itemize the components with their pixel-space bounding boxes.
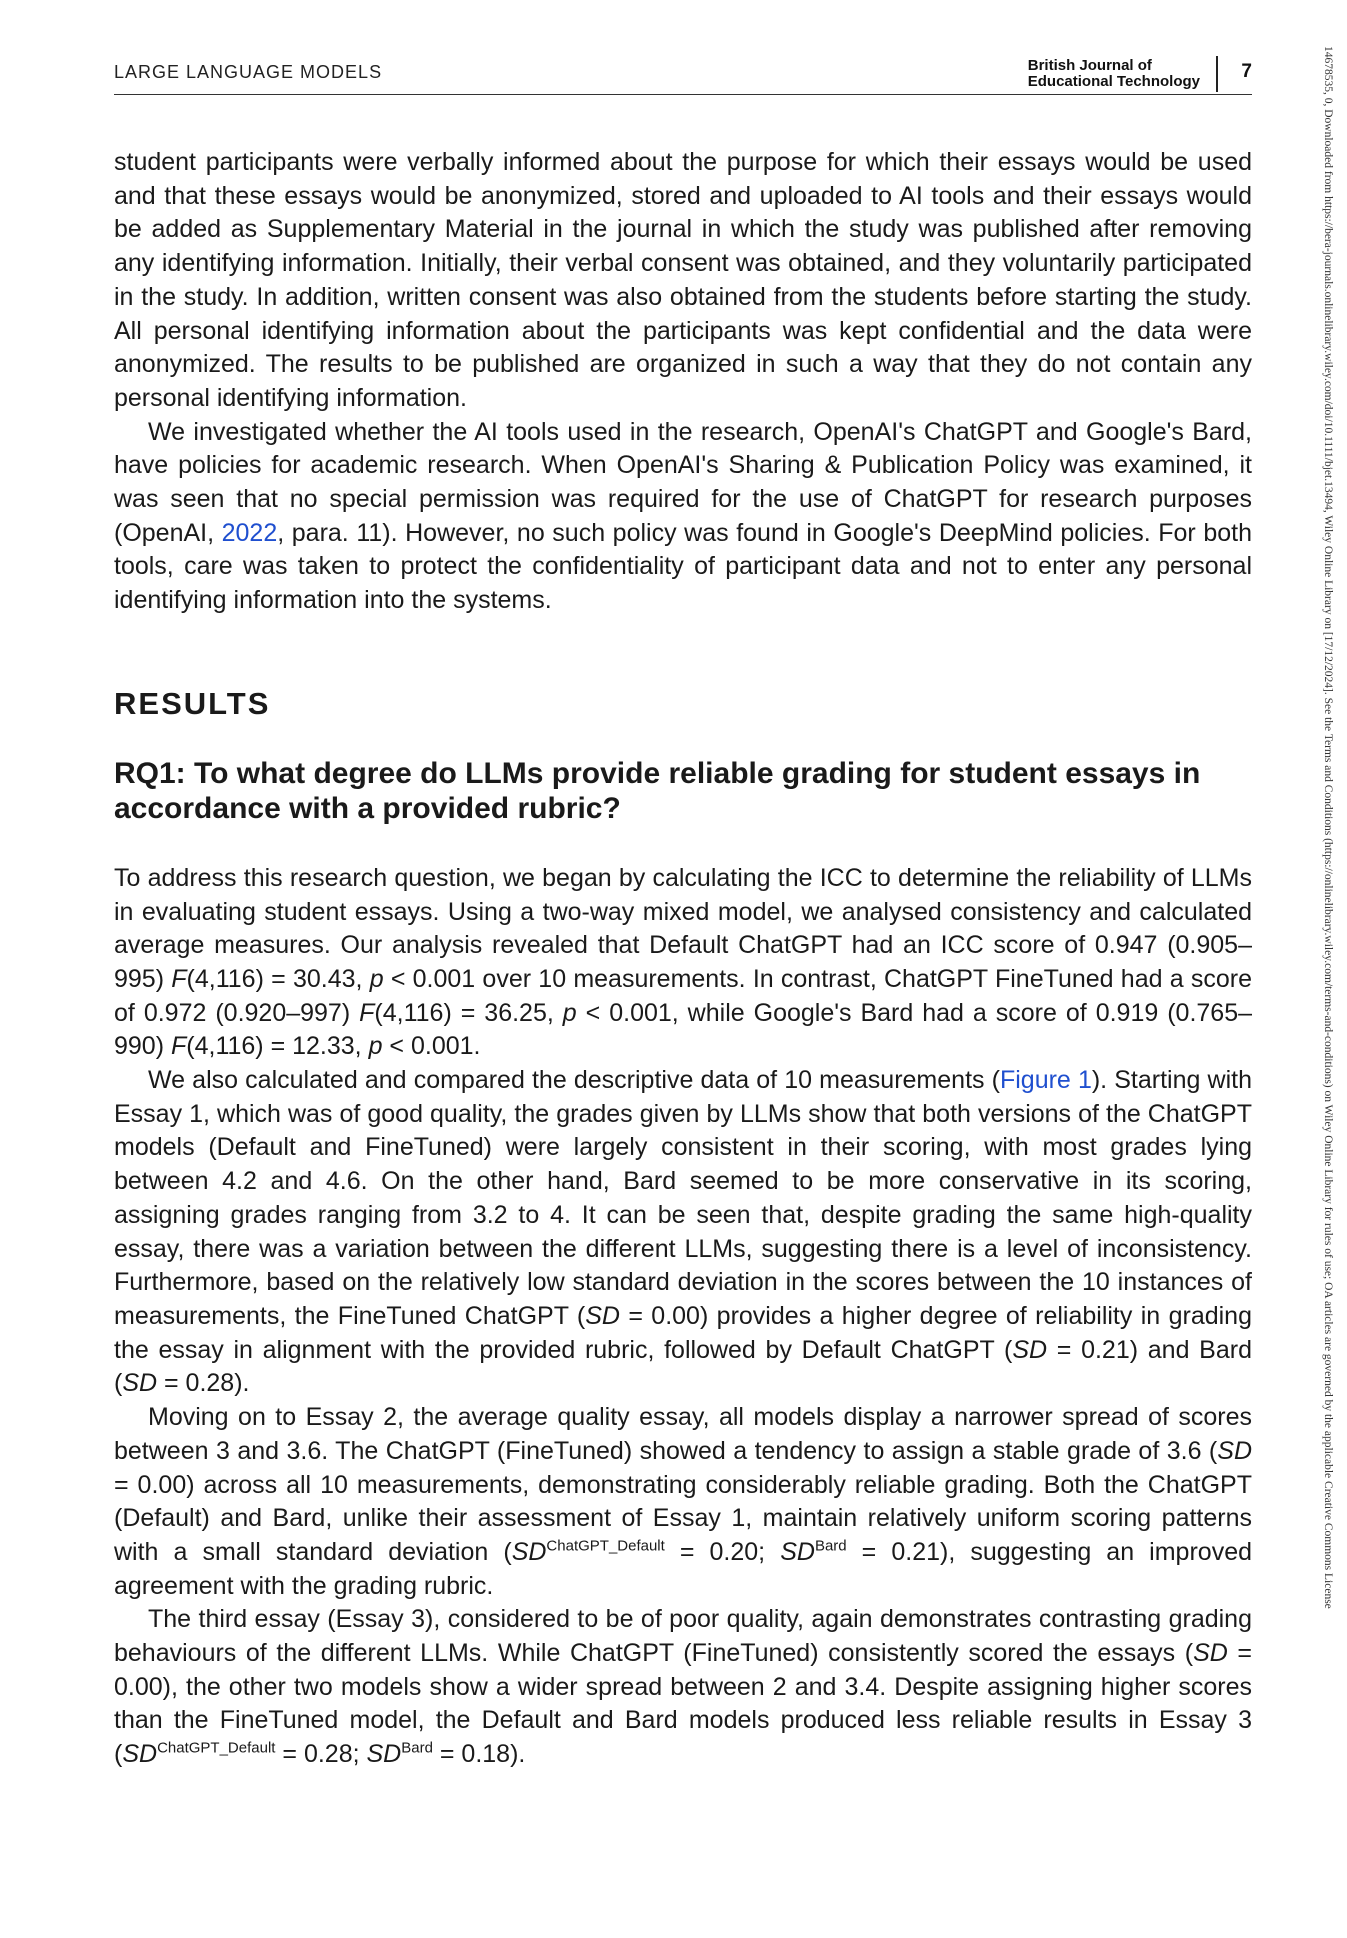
paragraph-essay3 <box>114 1603 1252 1772</box>
text-run: The third essay (Essay 3), considered to be of poor quality, again demonstrates contrasting grading behaviours of the different LLMs. While ChatGPT (FineTuned) consistently scored the essays ( <box>114 1605 1252 1668</box>
text-run: = 0.20; <box>664 1537 781 1566</box>
text-run: We also calculated and compared the descriptive data of 10 measurements ( <box>148 1066 1000 1095</box>
download-notice: 14678535, 0, Downloaded from https://bera-journals.onlinelibrary.wiley.com/doi/10.1111/bjet.13494, Wiley Online Library on [17/12/2024]. See the Terms and Conditions (https://onlinelibrary.wiley.com/terms-and-conditions) on Wiley Online Library for rules of use; OA articles are governed by the applicable Creative Commons License <box>1322 46 1334 1609</box>
paragraph-policies <box>114 416 1252 618</box>
text-run: < 0.001 over 10 measurements. In contrast, ChatGPT FineTuned had a score of 0.972 (0.920–997) <box>114 964 1252 1027</box>
superscript: Bard <box>401 1739 433 1757</box>
stat-symbol: F <box>171 964 187 993</box>
text-run: < 0.001, while Google's Bard had a score of 0.919 (0.765–990) <box>114 998 1253 1061</box>
paragraph-consent: student participants were verbally informed about the purpose for which their essays would be used and that these essays would be anonymized, stored and uploaded to AI tools and their essays would be added as Supplementary Material in the journal in which the study was published after removing any identifying information. Initially, their verbal consent was obtained, and they voluntarily participated in the study. In addition, written consent was also obtained from the students before starting the study. All personal identifying information about the participants was kept confidential and the data were anonymized. The results to be published are organized in such a way that they do not contain any personal identifying information. <box>114 148 1252 412</box>
stat-symbol: F <box>359 998 375 1027</box>
text-run: , para. 11). However, no such policy was found in Google's DeepMind policies. For both tools, care was taken to protect the confidentiality of participant data and not to enter any personal identifying information into the systems. <box>114 518 1252 615</box>
paragraph-icc <box>114 862 1252 1064</box>
citation-openai-2022[interactable]: 2022 <box>221 518 278 547</box>
stat-symbol: SD <box>511 1537 547 1566</box>
text-run: ). Starting with Essay 1, which was of good quality, the grades given by LLMs show that both versions of the ChatGPT models (Default and FineTuned) were largely consistent in their scoring, with most grades lying between 4.2 and 4.6. On the other hand, Bard seemed to be more conservative in its scoring, assigning grades ranging from 3.2 to 4. It can be seen that, despite grading the same high-quality essay, there was a variation between the different LLMs, suggesting there is a level of inconsistency. Furthermore, based on the relatively low standard deviation in the scores between the 10 instances of measurements, the FineTuned ChatGPT ( <box>114 1066 1252 1330</box>
page-header <box>114 58 1252 94</box>
text-run: = 0.00), the other two models show a wider spread between 2 and 3.4. Despite assigning higher scores than the FineTuned model, the Default and Bard models produced less reliable results in Essay 3 ( <box>114 1639 1252 1769</box>
header-rule <box>114 94 1252 95</box>
citation-figure-1[interactable]: Figure 1 <box>999 1066 1092 1095</box>
text-run: We investigated whether the AI tools used in the research, OpenAI's ChatGPT and Google's Bard, have policies for academic research. When OpenAI's Sharing & Publication Policy was examined, it was seen that no special permission was required for the use of ChatGPT for research purposes (OpenAI, <box>114 417 1252 547</box>
stat-symbol: SD <box>1217 1436 1252 1465</box>
stat-symbol: SD <box>585 1301 620 1330</box>
text-run: (4,116) = 36.25, <box>374 998 563 1027</box>
journal-name <box>1028 58 1200 90</box>
stat-symbol: SD <box>780 1537 815 1566</box>
superscript: Bard <box>814 1537 847 1555</box>
stat-symbol: F <box>170 1032 187 1061</box>
stat-symbol: SD <box>1012 1335 1048 1364</box>
journal-name-line1: British Journal of <box>1027 57 1152 74</box>
text-run: To address this research question, we began by calculating the ICC to determine the reliability of LLMs in evaluating student essays. Using a two-way mixed model, we analysed consistency and calculated average measures. Our analysis revealed that Default ChatGPT had an ICC score of 0.947 (0.905–995) <box>114 863 1252 993</box>
text-run: = 0.18). <box>432 1740 526 1769</box>
text-run: = 0.00) provides a higher degree of reliability in grading the essay in alignment with the provided rubric, followed by Default ChatGPT ( <box>114 1301 1252 1364</box>
text-run: = 0.00) across all 10 measurements, demonstrating considerably reliable grading. Both the ChatGPT (Default) and Bard, unlike their assessment of Essay 1, maintain relatively uniform scoring patterns with a small standard deviation ( <box>114 1470 1252 1566</box>
text-run: = 0.28). <box>157 1369 250 1398</box>
stat-symbol: p <box>562 998 577 1027</box>
stat-symbol: SD <box>122 1740 158 1769</box>
text-run: Moving on to Essay 2, the average quality essay, all models display a narrower spread of scores between 3 and 3.6. The ChatGPT (FineTuned) showed a tendency to assign a stable grade of 3.6 ( <box>114 1403 1252 1465</box>
journal-name-line2: Educational Technology <box>1027 73 1200 90</box>
text-run: = 0.28; <box>275 1740 367 1769</box>
superscript: ChatGPT_Default <box>546 1537 665 1555</box>
paragraph-essay1 <box>114 1064 1252 1401</box>
article-body <box>114 146 1252 1772</box>
stat-symbol: SD <box>122 1369 158 1398</box>
stat-symbol: p <box>369 964 384 993</box>
text-run: = 0.21), suggesting an improved agreement with the grading rubric. <box>114 1537 1252 1600</box>
text-run: = 0.21) and Bard ( <box>114 1335 1252 1398</box>
running-head: LARGE LANGUAGE MODELS <box>114 62 383 82</box>
superscript: ChatGPT_Default <box>157 1739 276 1757</box>
stat-symbol: p <box>368 1032 383 1061</box>
stat-symbol: SD <box>366 1740 402 1769</box>
section-heading-results: RESULTS <box>114 685 271 721</box>
page-number: 7 <box>1241 61 1252 82</box>
text-run: < 0.001. <box>382 1032 481 1061</box>
text-run: (4,116) = 12.33, <box>186 1032 369 1061</box>
text-run: (4,116) = 30.43, <box>186 964 370 993</box>
header-divider <box>1216 56 1218 92</box>
subsection-heading-rq1: RQ1: To what degree do LLMs provide reliable grading for student essays in accordance with a provided rubric? <box>114 756 1201 825</box>
paragraph-essay2 <box>114 1401 1252 1603</box>
stat-symbol: SD <box>1193 1639 1228 1668</box>
